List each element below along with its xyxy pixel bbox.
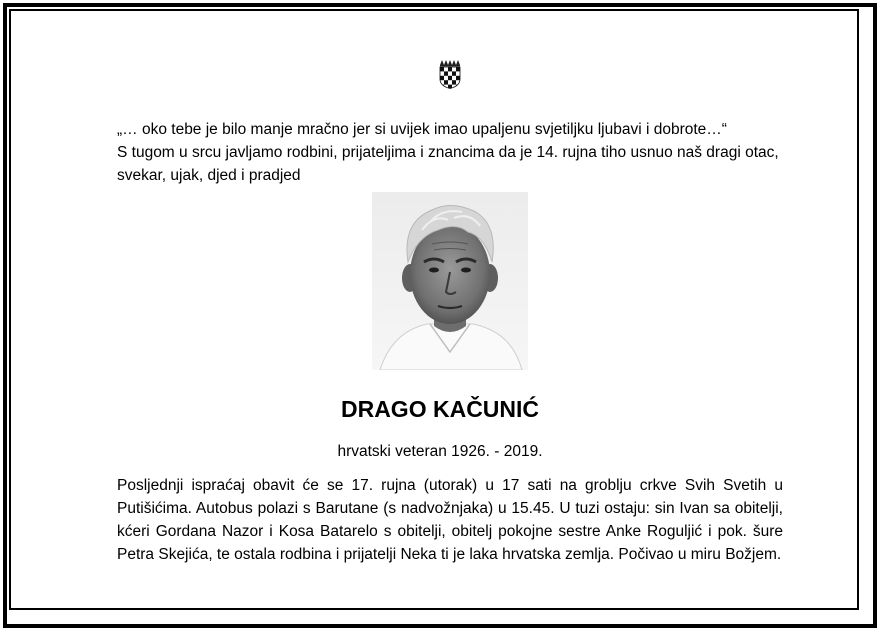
deceased-name: DRAGO KAČUNIĆ — [340, 396, 540, 422]
veteran-dates: hrvatski veteran 1926. - 2019. — [337, 443, 543, 460]
croatian-coat-of-arms-icon — [439, 59, 461, 89]
announcement: S tugom u srcu javljamo rodbini, prijateljima i znancima da je 14. rujna tiho usnuo naš dragi otac, svekar, ujak, djed i pradjed — [117, 144, 779, 184]
funeral-details: Posljednji ispraćaj obavit će se 17. rujna (utorak) u 17 sati na groblju crkve Svih Svetih u Putišićima. Autobus polazi s Barutane (s nadvožnjaka) u 15.45. U tuzi ostaju: sin Ivan sa obitelji, kćeri Gordana Nazor i Kosa Batarelo s obitelji, obitelj pokojne sestre Anke Roguljić i pok. šure Petra Skejića, te ostala rodbina i prijatelji Neka ti je laka hrvatska zemlja. Počivao u miru Božjem. — [117, 477, 783, 563]
quote: „… oko tebe je bilo manje mračno jer si uvijek imao upaljenu svjetiljku ljubavi i dobrote…“ — [117, 121, 727, 138]
intro-text — [117, 118, 789, 187]
portrait-photo — [372, 192, 528, 370]
